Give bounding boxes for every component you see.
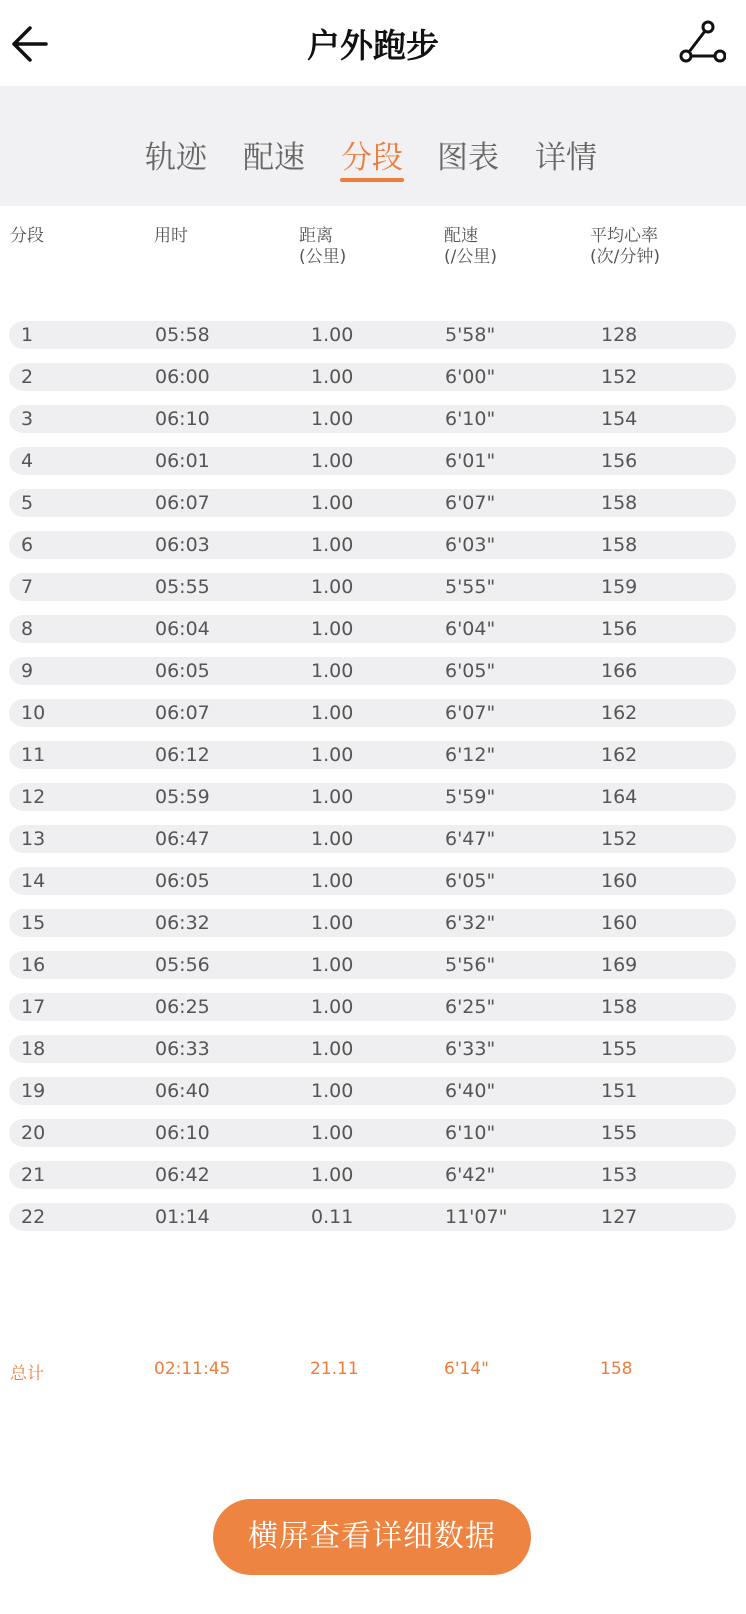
cell-distance: 1.00 [311, 492, 354, 514]
cell-pace: 6'33" [445, 1038, 496, 1060]
table-row [9, 867, 736, 895]
cell-time: 06:05 [155, 660, 210, 682]
cell-time: 06:10 [155, 408, 210, 430]
cell-time: 05:58 [155, 324, 210, 346]
cell-split: 21 [21, 1164, 46, 1186]
table-row [9, 447, 736, 475]
cell-pace: 6'42" [445, 1164, 496, 1186]
cell-distance: 1.00 [311, 366, 354, 388]
route-button[interactable] [678, 20, 726, 68]
cell-heart-rate: 166 [601, 660, 638, 682]
app-header [0, 0, 746, 86]
cell-pace: 6'01" [445, 450, 496, 472]
table-row [9, 993, 736, 1021]
cell-time: 06:05 [155, 870, 210, 892]
cell-split: 6 [21, 534, 34, 556]
tab-details[interactable]: 详情 [535, 140, 597, 176]
table-row [9, 657, 736, 685]
cell-heart-rate: 154 [601, 408, 638, 430]
cell-pace: 5'56" [445, 954, 496, 976]
cell-pace: 6'10" [445, 408, 496, 430]
table-row [9, 1119, 736, 1147]
cell-time: 06:40 [155, 1080, 210, 1102]
cell-heart-rate: 153 [601, 1164, 638, 1186]
cell-split: 4 [21, 450, 34, 472]
table-row [9, 909, 736, 937]
active-tab-indicator [340, 178, 404, 182]
cell-split: 13 [21, 828, 46, 850]
table-row [9, 615, 736, 643]
header-split: 分段 [10, 226, 44, 246]
cell-distance: 1.00 [311, 534, 354, 556]
cell-distance: 1.00 [311, 828, 354, 850]
total-label: 总计 [10, 1364, 44, 1384]
cell-heart-rate: 158 [601, 534, 638, 556]
table-row [9, 825, 736, 853]
cell-split: 2 [21, 366, 34, 388]
table-row [9, 531, 736, 559]
cell-pace: 6'00" [445, 366, 496, 388]
cell-split: 7 [21, 576, 34, 598]
cell-split: 3 [21, 408, 34, 430]
cell-heart-rate: 159 [601, 576, 638, 598]
cell-distance: 1.00 [311, 870, 354, 892]
cell-distance: 1.00 [311, 1080, 354, 1102]
table-row [9, 1035, 736, 1063]
cell-pace: 6'05" [445, 870, 496, 892]
cell-distance: 1.00 [311, 1122, 354, 1144]
cell-heart-rate: 160 [601, 870, 638, 892]
cell-time: 06:07 [155, 492, 210, 514]
cell-pace: 6'40" [445, 1080, 496, 1102]
cell-time: 06:42 [155, 1164, 210, 1186]
cell-distance: 1.00 [311, 1038, 354, 1060]
cell-heart-rate: 155 [601, 1122, 638, 1144]
cell-pace: 6'03" [445, 534, 496, 556]
cell-time: 06:25 [155, 996, 210, 1018]
header-pace: 配速 (/公里) [444, 226, 497, 267]
cell-split: 15 [21, 912, 46, 934]
cell-time: 05:55 [155, 576, 210, 598]
cell-heart-rate: 152 [601, 366, 638, 388]
cell-heart-rate: 127 [601, 1206, 638, 1228]
cell-heart-rate: 151 [601, 1080, 638, 1102]
cell-pace: 6'47" [445, 828, 496, 850]
cell-time: 06:03 [155, 534, 210, 556]
cell-distance: 1.00 [311, 324, 354, 346]
table-row [9, 573, 736, 601]
total-time: 02:11:45 [154, 1359, 231, 1379]
cell-heart-rate: 162 [601, 702, 638, 724]
cell-pace: 11'07" [445, 1206, 508, 1228]
cell-heart-rate: 128 [601, 324, 638, 346]
cell-pace: 6'05" [445, 660, 496, 682]
cell-distance: 1.00 [311, 744, 354, 766]
header-time: 用时 [154, 226, 188, 246]
tab-bar [0, 86, 746, 206]
table-row [9, 699, 736, 727]
cell-distance: 1.00 [311, 1164, 354, 1186]
table-row [9, 405, 736, 433]
cell-pace: 6'32" [445, 912, 496, 934]
table-row [9, 1203, 736, 1231]
cell-split: 19 [21, 1080, 46, 1102]
cell-distance: 1.00 [311, 450, 354, 472]
cell-time: 06:32 [155, 912, 210, 934]
cell-distance: 1.00 [311, 576, 354, 598]
cell-heart-rate: 162 [601, 744, 638, 766]
total-distance: 21.11 [310, 1359, 359, 1379]
cell-heart-rate: 164 [601, 786, 638, 808]
cell-split: 17 [21, 996, 46, 1018]
cell-split: 22 [21, 1206, 46, 1228]
cell-time: 06:33 [155, 1038, 210, 1060]
table-row [9, 1161, 736, 1189]
cell-pace: 6'07" [445, 702, 496, 724]
cell-distance: 1.00 [311, 408, 354, 430]
cell-heart-rate: 152 [601, 828, 638, 850]
cell-time: 01:14 [155, 1206, 210, 1228]
cell-time: 06:00 [155, 366, 210, 388]
header-distance: 距离 (公里) [299, 226, 347, 267]
cell-heart-rate: 156 [601, 450, 638, 472]
table-row [9, 489, 736, 517]
tab-splits[interactable]: 分段 [341, 140, 403, 176]
table-row [9, 783, 736, 811]
cell-heart-rate: 158 [601, 996, 638, 1018]
cell-distance: 1.00 [311, 702, 354, 724]
tab-pace[interactable]: 配速 [243, 140, 305, 176]
table-row [9, 363, 736, 391]
cell-split: 12 [21, 786, 46, 808]
cell-time: 06:07 [155, 702, 210, 724]
cell-pace: 6'10" [445, 1122, 496, 1144]
cell-pace: 6'12" [445, 744, 496, 766]
page-title: 户外跑步 [307, 26, 439, 65]
cell-time: 05:59 [155, 786, 210, 808]
cell-split: 18 [21, 1038, 46, 1060]
cell-split: 1 [21, 324, 34, 346]
table-row [9, 321, 736, 349]
cell-time: 05:56 [155, 954, 210, 976]
cell-split: 16 [21, 954, 46, 976]
cell-split: 5 [21, 492, 34, 514]
cell-heart-rate: 160 [601, 912, 638, 934]
cell-distance: 1.00 [311, 996, 354, 1018]
cell-pace: 6'25" [445, 996, 496, 1018]
cell-pace: 6'07" [445, 492, 496, 514]
cell-heart-rate: 158 [601, 492, 638, 514]
cell-split: 14 [21, 870, 46, 892]
cell-pace: 6'04" [445, 618, 496, 640]
tab-charts[interactable]: 图表 [437, 140, 499, 176]
cell-heart-rate: 155 [601, 1038, 638, 1060]
cell-heart-rate: 156 [601, 618, 638, 640]
cell-split: 8 [21, 618, 34, 640]
cell-distance: 1.00 [311, 618, 354, 640]
cell-distance: 1.00 [311, 660, 354, 682]
cell-time: 06:01 [155, 450, 210, 472]
cell-split: 20 [21, 1122, 46, 1144]
cell-split: 11 [21, 744, 46, 766]
route-icon [678, 20, 726, 68]
cell-pace: 5'58" [445, 324, 496, 346]
cell-pace: 5'55" [445, 576, 496, 598]
header-heart-rate: 平均心率 (次/分钟) [590, 226, 660, 267]
table-row [9, 951, 736, 979]
landscape-view-button[interactable]: 横屏查看详细数据 [213, 1499, 531, 1575]
cell-distance: 1.00 [311, 786, 354, 808]
cell-time: 06:47 [155, 828, 210, 850]
total-heart-rate: 158 [600, 1359, 633, 1379]
tab-track[interactable]: 轨迹 [145, 140, 207, 176]
cell-time: 06:04 [155, 618, 210, 640]
table-row [9, 1077, 736, 1105]
cell-distance: 1.00 [311, 954, 354, 976]
cell-time: 06:12 [155, 744, 210, 766]
cell-split: 10 [21, 702, 46, 724]
table-row [9, 741, 736, 769]
cell-time: 06:10 [155, 1122, 210, 1144]
cell-split: 9 [21, 660, 34, 682]
cell-pace: 5'59" [445, 786, 496, 808]
cell-distance: 1.00 [311, 912, 354, 934]
cell-heart-rate: 169 [601, 954, 638, 976]
cell-distance: 0.11 [311, 1206, 354, 1228]
total-pace: 6'14" [444, 1359, 489, 1379]
